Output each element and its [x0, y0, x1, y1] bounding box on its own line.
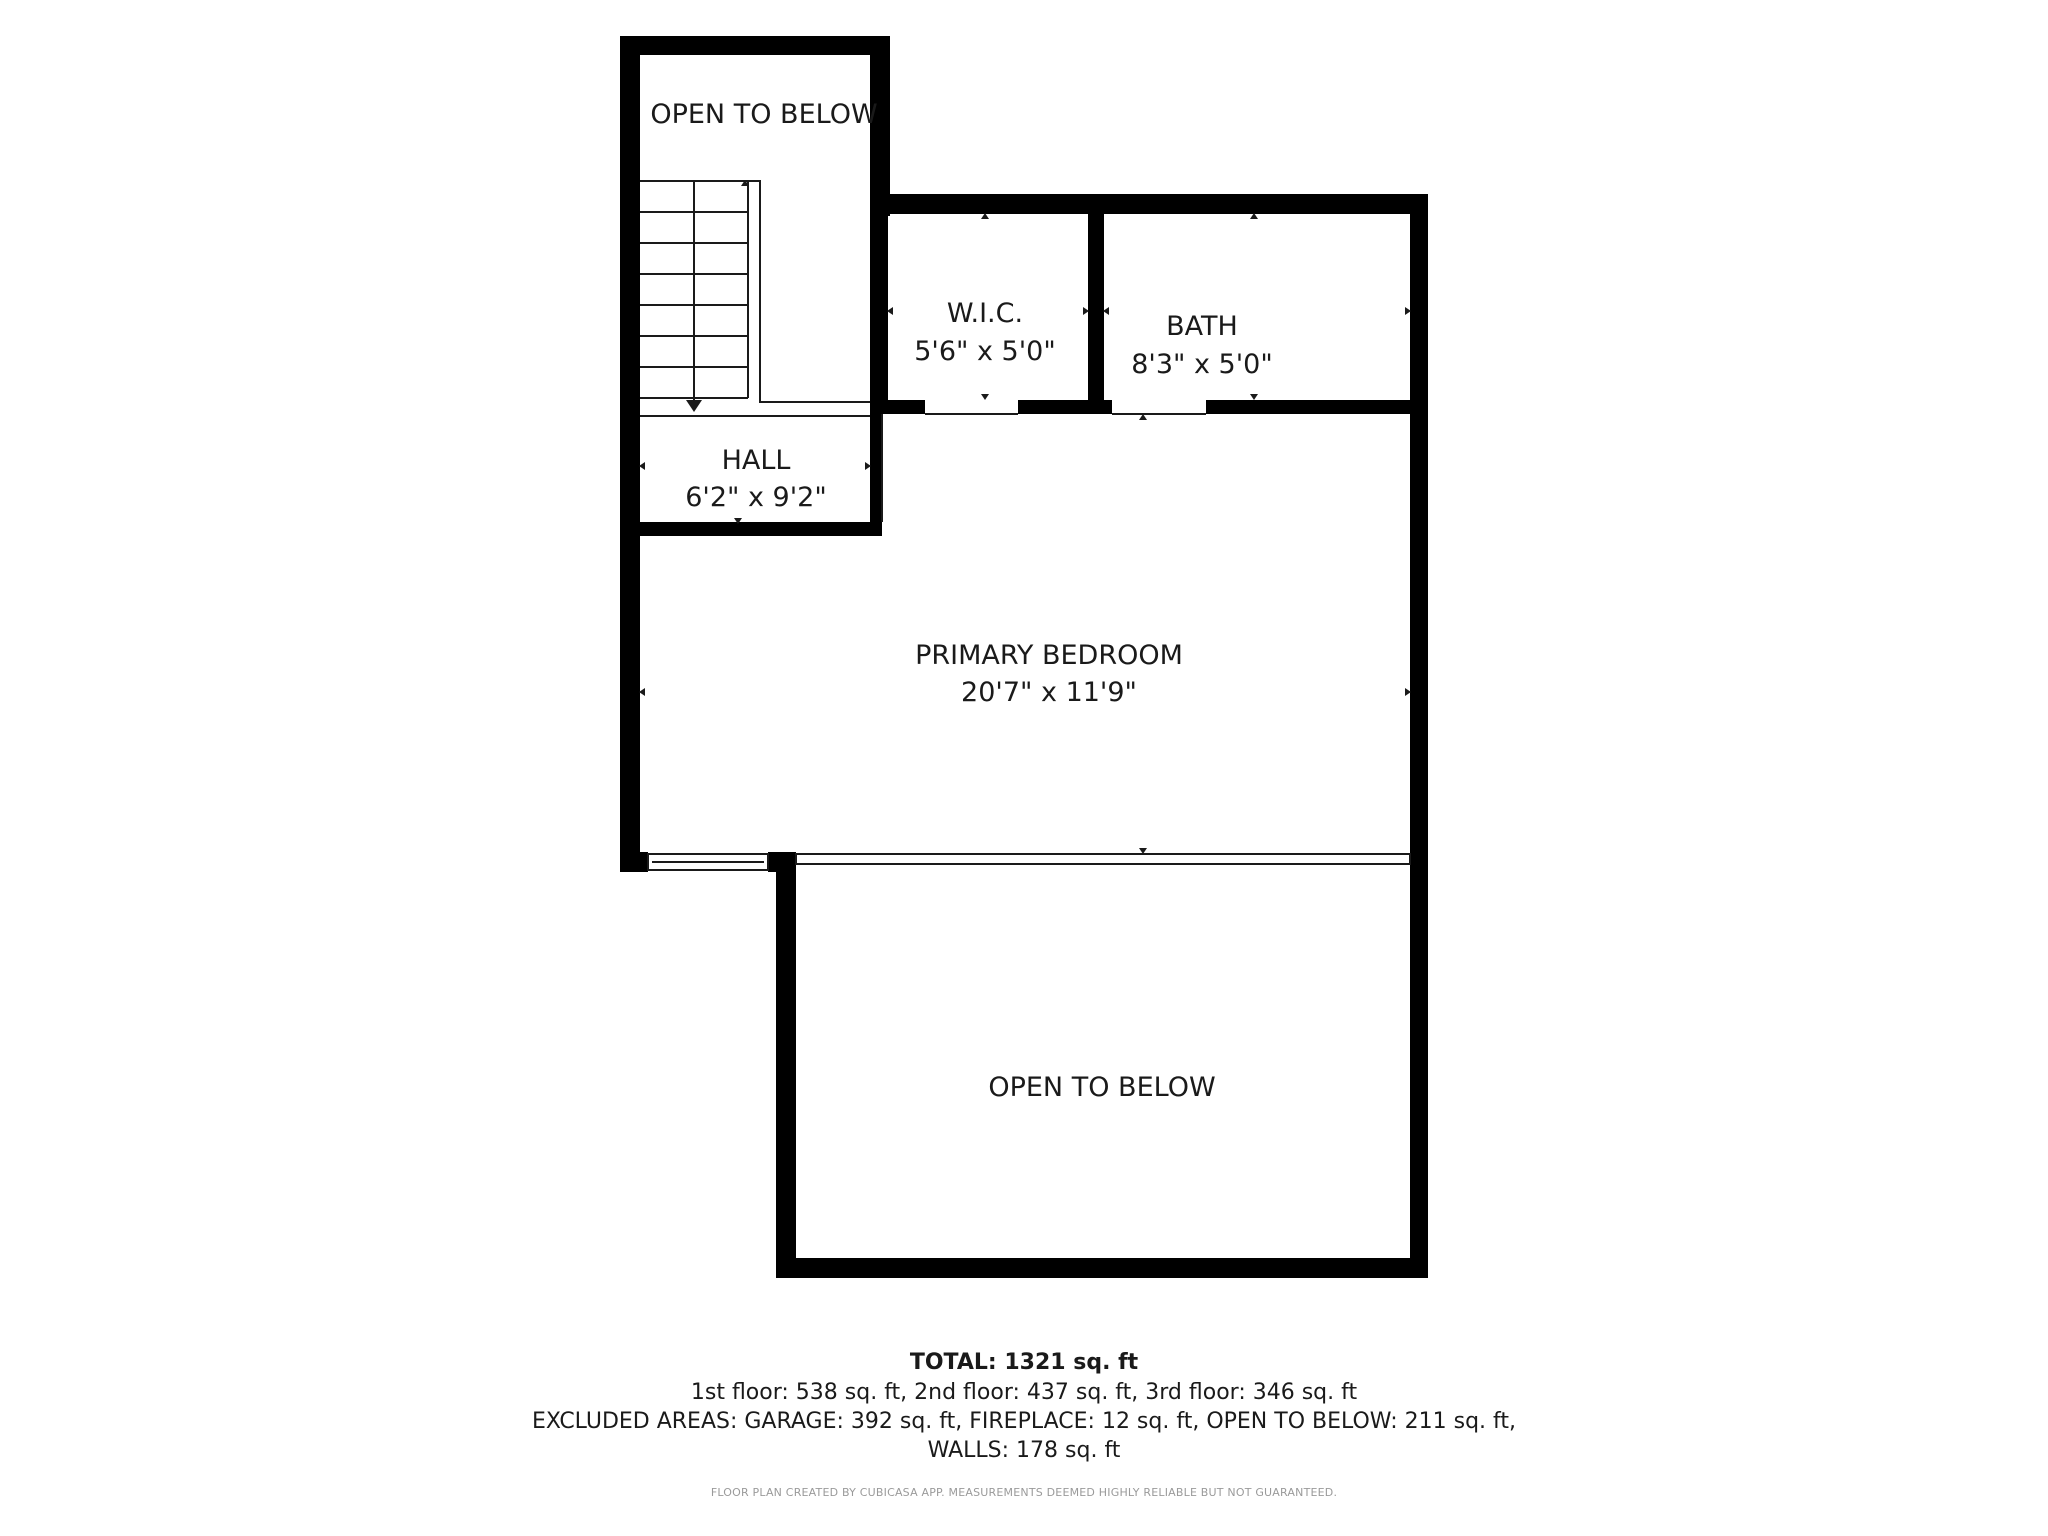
summary-excluded-areas: EXCLUDED AREAS: GARAGE: 392 sq. ft, FIREPLACE: 12 sq. ft, OPEN TO BELOW: 211 sq. ft,: [531, 1409, 1517, 1434]
room-labels: [650, 99, 1272, 1103]
disclaimer: FLOOR PLAN CREATED BY CUBICASA APP. MEASUREMENTS DEEMED HIGHLY RELIABLE BUT NOT GUARANTEED.: [710, 1486, 1338, 1499]
wall-wic-bath-divider: [1088, 194, 1104, 414]
wall-upper-top: [870, 194, 1428, 214]
wall-hall-right: [870, 400, 882, 536]
wall-lower-left-cap: [768, 852, 796, 872]
wall-wic-bottom-b: [1018, 400, 1112, 414]
room-label-hall-name: HALL: [721, 445, 791, 476]
summary-total-value: 1321 sq. ft: [1004, 1350, 1139, 1375]
wall-tower-left: [620, 36, 640, 872]
room-label-wic-size: 5'6" x 5'0": [914, 336, 1056, 367]
room-label-wic-name: W.I.C.: [946, 298, 1024, 329]
summary-total-label: TOTAL:: [909, 1350, 997, 1375]
room-label-open-to-below-top: OPEN TO BELOW: [650, 99, 878, 130]
wall-bedroom-bottom-stub: [620, 852, 648, 872]
room-label-primary-bedroom-size: 20'7" x 11'9": [961, 677, 1137, 708]
wall-hall-bottom: [620, 522, 882, 536]
dimension-arrow: [1250, 394, 1258, 400]
wall-wic-left: [870, 194, 888, 414]
room-label-bath-size: 8'3" x 5'0": [1131, 349, 1273, 380]
dimension-arrows: [639, 180, 1411, 854]
dimension-arrow: [981, 394, 989, 400]
room-label-open-to-below-bottom: OPEN TO BELOW: [988, 1072, 1216, 1103]
stairs: [640, 181, 870, 416]
railing: [796, 854, 1410, 864]
wall-lower-left: [776, 852, 796, 1278]
wall-tower-top: [620, 36, 890, 55]
wall-bath-bottom: [1206, 400, 1428, 414]
summary-floors: 1st floor: 538 sq. ft, 2nd floor: 437 sq. ft, 3rd floor: 346 sq. ft: [690, 1380, 1358, 1405]
stair-rail: [748, 181, 870, 402]
wall-lower-bottom: [776, 1258, 1428, 1278]
summary-total: [0, 1350, 2048, 1375]
stair-direction-arrow: [686, 400, 702, 412]
room-label-primary-bedroom-name: PRIMARY BEDROOM: [915, 640, 1183, 671]
room-label-bath-name: BATH: [1166, 311, 1238, 342]
summary-walls: WALLS: 178 sq. ft: [927, 1438, 1121, 1463]
wall-right: [1410, 194, 1428, 1278]
room-label-hall-size: 6'2" x 9'2": [685, 482, 827, 513]
